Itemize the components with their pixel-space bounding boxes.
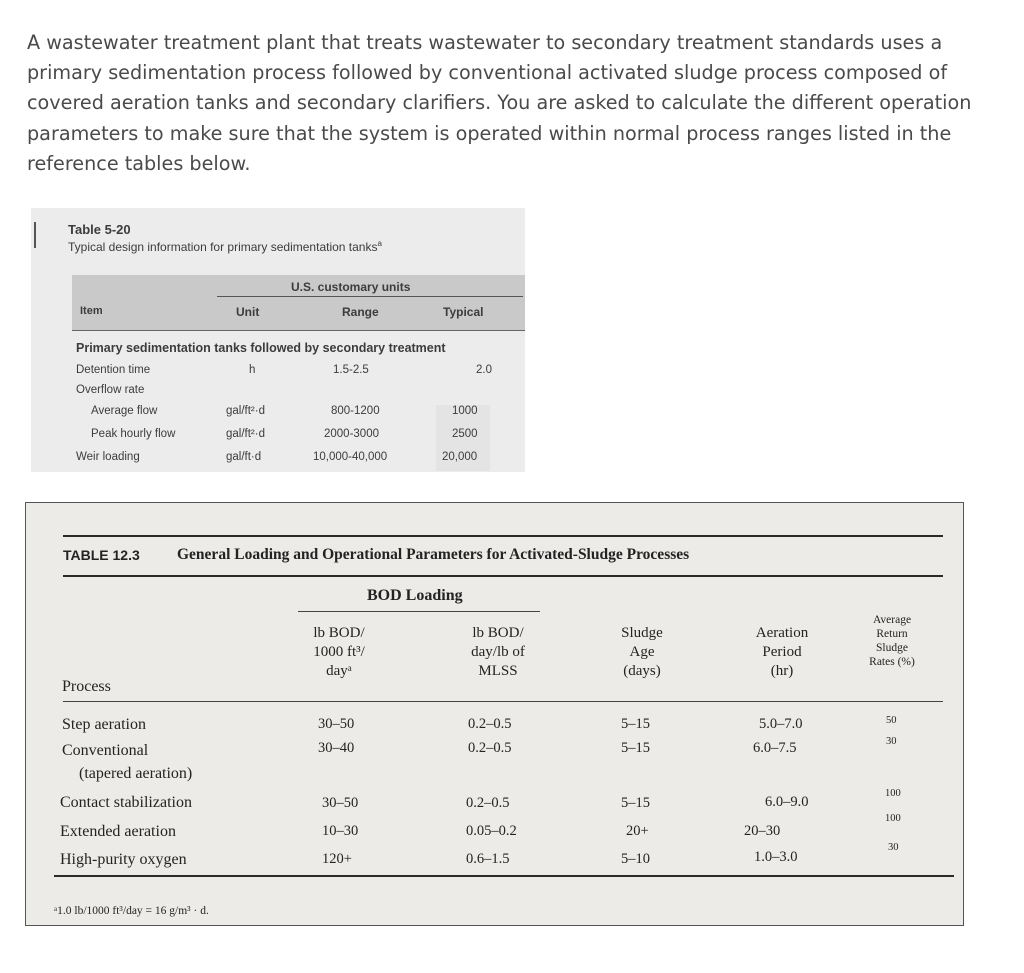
row-conventional-aeration: 6.0–7.5 (753, 740, 797, 756)
row-peak-typical: 2500 (452, 428, 478, 440)
row-average-range: 800-1200 (331, 405, 380, 417)
table-number: TABLE 12.3 (63, 547, 140, 563)
units-group-header: U.S. customary units (291, 280, 411, 294)
col-typical: Typical (443, 305, 484, 319)
col-unit: Unit (236, 305, 260, 319)
row-step-bod-volume: 30–50 (318, 716, 355, 732)
header-rule (63, 701, 943, 702)
row-contact-aeration: 6.0–9.0 (765, 794, 809, 810)
col-bod-volume: lb BOD/ 1000 ft³/ dayᵃ (313, 625, 365, 679)
row-oxygen-process: High-purity oxygen (60, 851, 187, 868)
row-step-return: 50 (886, 715, 897, 726)
row-average-item: Average flow (91, 405, 158, 417)
bod-loading-header: BOD Loading (367, 587, 463, 604)
row-extended-aeration: 20–30 (744, 823, 781, 839)
top-rule (63, 535, 943, 537)
row-contact-process: Contact stabilization (60, 794, 192, 811)
header-bottom-rule (72, 330, 525, 331)
row-extended-bod-volume: 10–30 (322, 823, 359, 839)
col-aeration-period: Aeration Period (hr) (755, 625, 809, 679)
table-number: Table 5-20 (68, 222, 131, 237)
row-contact-sludge-age: 5–15 (621, 795, 650, 811)
row-peak-range: 2000-3000 (324, 428, 379, 440)
row-oxygen-bod-mlss: 0.6–1.5 (466, 851, 510, 867)
col-return-rate: Average Return Sludge Rates (%) (869, 614, 915, 668)
row-peak-item: Peak hourly flow (91, 428, 176, 440)
row-step-sludge-age: 5–15 (621, 716, 650, 732)
col-range: Range (342, 305, 379, 319)
row-conventional-process: Conventional (62, 742, 149, 759)
row-conventional-note: (tapered aeration) (79, 765, 193, 782)
row-step-process: Step aeration (62, 716, 146, 733)
row-oxygen-return: 30 (888, 842, 899, 853)
problem-statement: A wastewater treatment plant that treats wastewater to secondary treatment standards uses a primary sedimentation process followed by conventional activated sludge process composed of covered aeration tanks and secondary clarifiers. You are asked to calculate the different operation parameters to make sure that the system is operated within normal process ranges listed in the reference tables below. (27, 31, 972, 175)
col-item: Item (80, 305, 103, 317)
row-weir-typical: 20,000 (442, 451, 478, 463)
row-conventional-bod-mlss: 0.2–0.5 (468, 740, 512, 756)
section-heading: Primary sedimentation tanks followed by secondary treatment (76, 341, 446, 355)
row-contact-return: 100 (885, 788, 901, 799)
row-average-unit: gal/ft²·d (226, 405, 265, 417)
table-caption: Typical design information for primary sedimentation tanks$^a$ (68, 239, 382, 254)
row-step-bod-mlss: 0.2–0.5 (468, 716, 512, 732)
row-peak-unit: gal/ft²·d (226, 428, 265, 440)
row-detention-range: 1.5-2.5 (333, 364, 369, 376)
row-conventional-return: 30 (886, 736, 897, 747)
title-rule (63, 575, 943, 577)
row-oxygen-sludge-age: 5–10 (621, 851, 650, 867)
row-extended-sludge-age: 20+ (626, 823, 649, 839)
bod-loading-underline (298, 611, 540, 612)
row-extended-process: Extended aeration (60, 823, 176, 840)
row-extended-bod-mlss: 0.05–0.2 (466, 823, 517, 839)
table-title: General Loading and Operational Parameters for Activated-Sludge Processes (177, 546, 690, 563)
row-oxygen-bod-volume: 120+ (322, 851, 352, 867)
bottom-rule (54, 875, 954, 877)
row-contact-bod-volume: 30–50 (322, 795, 359, 811)
row-extended-return: 100 (885, 813, 901, 824)
activated-sludge-table (25, 502, 964, 926)
row-oxygen-aeration: 1.0–3.0 (754, 849, 798, 865)
row-detention-unit: h (249, 364, 256, 376)
header-divider (217, 296, 523, 297)
row-overflow-item: Overflow rate (76, 384, 145, 396)
col-sludge-age: Sludge Age (days) (621, 625, 663, 679)
row-step-aeration: 5.0–7.0 (759, 716, 803, 732)
row-detention-typical: 2.0 (476, 364, 492, 376)
row-weir-item: Weir loading (76, 451, 140, 463)
row-weir-unit: gal/ft·d (226, 451, 262, 463)
col-bod-mlss: lb BOD/ day/lb of MLSS (471, 625, 525, 679)
primary-sedimentation-table (31, 208, 525, 472)
col-process: Process (62, 678, 111, 695)
row-conventional-sludge-age: 5–15 (621, 740, 650, 756)
row-average-typical: 1000 (452, 405, 478, 417)
table-footnote: ᵃ1.0 lb/1000 ft³/day = 16 g/m³ · d. (54, 905, 209, 917)
caption-marker (34, 222, 36, 248)
row-weir-range: 10,000-40,000 (313, 451, 388, 463)
row-contact-bod-mlss: 0.2–0.5 (466, 795, 510, 811)
row-detention-item: Detention time (76, 364, 151, 376)
row-conventional-bod-volume: 30–40 (318, 740, 355, 756)
